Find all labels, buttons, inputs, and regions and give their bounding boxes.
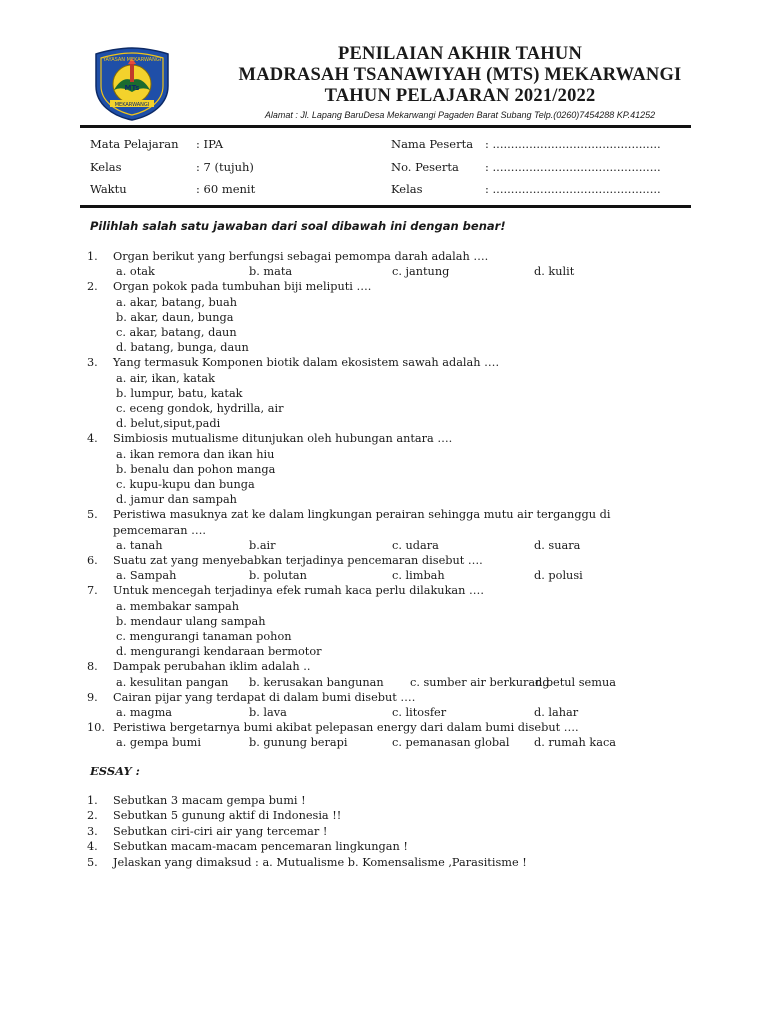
answer-option: b. polutan bbox=[249, 569, 307, 583]
essay-number: 2. bbox=[87, 809, 98, 823]
question-text-line bbox=[87, 720, 707, 735]
info-value: : .............................................. bbox=[485, 182, 661, 196]
answer-option: d. rumah kaca bbox=[534, 736, 617, 750]
question-item bbox=[87, 249, 707, 279]
question-text: Untuk mencegah terjadinya efek rumah kaca perlu dilakukan …. bbox=[113, 584, 484, 598]
info-value: : 7 (tujuh) bbox=[196, 159, 254, 174]
answer-option: c. sumber air berkurang bbox=[410, 675, 550, 689]
logo-motto: MTs bbox=[124, 84, 140, 92]
info-label: Kelas bbox=[391, 182, 423, 196]
answer-option: c. jantung bbox=[392, 265, 450, 279]
answer-options bbox=[87, 675, 707, 690]
answer-options bbox=[87, 568, 707, 583]
question-text-line bbox=[87, 355, 707, 370]
answer-options bbox=[87, 295, 707, 356]
header-title-1: PENILAIAN AKHIR TAHUN bbox=[337, 44, 583, 64]
answer-option: d. lahar bbox=[534, 706, 579, 720]
question-item bbox=[87, 507, 707, 553]
answer-option: d. suara bbox=[534, 538, 581, 552]
info-label: No. Peserta bbox=[391, 159, 459, 174]
answer-option: a. tanah bbox=[116, 538, 163, 552]
answer-option: a. otak bbox=[116, 265, 155, 279]
answer-option: a. gempa bumi bbox=[116, 736, 201, 750]
answer-options bbox=[87, 447, 707, 508]
answer-option: c. mengurangi tanaman pohon bbox=[116, 630, 292, 644]
logo-banner: MEKARWANGI bbox=[114, 102, 150, 108]
answer-option: a. ikan remora dan ikan hiu bbox=[116, 447, 275, 461]
answer-option: a. air, ikan, katak bbox=[116, 371, 215, 385]
question-text-line bbox=[87, 279, 707, 294]
answer-option: b. gunung berapi bbox=[249, 736, 348, 750]
essay-text: Sebutkan ciri-ciri air yang tercemar ! bbox=[113, 824, 328, 838]
question-list bbox=[87, 249, 707, 751]
question-text: Simbiosis mutualisme ditunjukan oleh hubungan antara …. bbox=[113, 432, 453, 446]
answer-option: a. Sampah bbox=[116, 569, 177, 583]
essay-item bbox=[87, 839, 527, 854]
essay-item bbox=[87, 824, 527, 839]
answer-option: c. pemanasan global bbox=[392, 736, 510, 750]
info-rule bbox=[80, 205, 691, 208]
answer-option: b.air bbox=[249, 538, 276, 552]
question-item bbox=[87, 355, 707, 431]
question-text: Organ berikut yang berfungsi sebagai pemompa darah adalah …. bbox=[113, 250, 489, 263]
essay-title: ESSAY : bbox=[90, 764, 140, 778]
answer-option: d.betul semua bbox=[535, 675, 616, 689]
question-number: 2. bbox=[87, 280, 98, 294]
question-number: 10. bbox=[87, 721, 105, 735]
info-label: Waktu bbox=[90, 182, 127, 196]
question-text-line bbox=[87, 249, 707, 264]
answer-option: c. eceng gondok, hydrilla, air bbox=[116, 402, 284, 416]
answer-option: d. belut,siput,padi bbox=[116, 417, 221, 431]
essay-text: Sebutkan 5 gunung aktif di Indonesia !! bbox=[113, 809, 342, 823]
answer-option: b. lava bbox=[249, 706, 287, 720]
essay-text: Sebutkan macam-macam pencemaran lingkungan ! bbox=[113, 840, 408, 854]
answer-option: c. litosfer bbox=[392, 706, 447, 720]
header-title-3: TAHUN PELAJARAN 2021/2022 bbox=[324, 86, 596, 106]
question-text: Dampak perubahan iklim adalah .. bbox=[113, 660, 311, 674]
answer-option: a. magma bbox=[116, 706, 173, 720]
answer-option: c. akar, batang, daun bbox=[116, 326, 237, 339]
info-value: : .............................................. bbox=[485, 159, 661, 174]
question-number: 3. bbox=[87, 356, 98, 370]
question-number: 8. bbox=[87, 660, 98, 674]
header-address: Alamat : Jl. Lapang BaruDesa Mekarwangi Pagaden Barat Subang Telp.(0260)7454288 KP.41252 bbox=[264, 110, 656, 120]
answer-options bbox=[87, 371, 707, 432]
answer-option: b. lumpur, batu, katak bbox=[116, 386, 243, 400]
question-number: 4. bbox=[87, 432, 98, 446]
answer-option: d. polusi bbox=[534, 569, 583, 583]
info-value: : .............................................. bbox=[485, 137, 661, 151]
answer-option: d. batang, bunga, daun bbox=[116, 341, 249, 355]
answer-options bbox=[87, 599, 707, 660]
answer-options bbox=[87, 705, 707, 720]
essay-item bbox=[87, 793, 527, 808]
answer-options bbox=[87, 264, 707, 279]
answer-option: c. udara bbox=[392, 538, 439, 552]
question-text-line bbox=[87, 583, 707, 598]
answer-option: c. kupu-kupu dan bunga bbox=[116, 478, 255, 492]
school-logo bbox=[92, 46, 172, 122]
question-text-line bbox=[87, 507, 707, 522]
answer-option: a. kesulitan pangan bbox=[116, 675, 229, 689]
answer-option: c. limbah bbox=[392, 569, 445, 583]
question-item bbox=[87, 659, 707, 689]
info-value: : 60 menit bbox=[196, 182, 256, 196]
answer-option: a. akar, batang, buah bbox=[116, 295, 238, 309]
question-text: Peristiwa masuknya zat ke dalam lingkungan perairan sehingga mutu air terganggu di bbox=[113, 508, 611, 522]
question-number: 9. bbox=[87, 690, 98, 704]
essay-item bbox=[87, 808, 527, 823]
question-number: 7. bbox=[87, 584, 98, 598]
answer-option: b. mata bbox=[249, 265, 293, 279]
info-value: : IPA bbox=[196, 137, 224, 151]
question-text-line bbox=[87, 690, 707, 705]
answer-option: d. jamur dan sampah bbox=[116, 493, 237, 507]
answer-option: a. membakar sampah bbox=[116, 599, 240, 613]
info-label: Nama Peserta bbox=[391, 137, 474, 151]
essay-item bbox=[87, 855, 527, 870]
question-number: 6. bbox=[87, 554, 98, 568]
info-label: Mata Pelajaran bbox=[90, 137, 179, 151]
essay-text: Sebutkan 3 macam gempa bumi ! bbox=[113, 794, 306, 807]
answer-option: b. mendaur ulang sampah bbox=[116, 614, 266, 628]
question-text: Cairan pijar yang terdapat di dalam bumi disebut …. bbox=[113, 690, 416, 704]
question-text: Peristiwa bergetarnya bumi akibat pelepasan energy dari dalam bumi disebut …. bbox=[113, 721, 579, 735]
question-text-continued: pemcemaran …. bbox=[113, 523, 206, 537]
answer-option: b. akar, daun, bunga bbox=[116, 310, 234, 324]
question-text: Yang termasuk Komponen biotik dalam ekosistem sawah adalah …. bbox=[113, 356, 500, 370]
document-header bbox=[180, 44, 740, 120]
question-number: 5. bbox=[87, 508, 98, 522]
essay-number: 4. bbox=[87, 840, 98, 854]
question-text-line bbox=[87, 553, 707, 568]
answer-options bbox=[87, 538, 707, 553]
essay-number: 3. bbox=[87, 824, 98, 838]
header-rule bbox=[80, 125, 691, 128]
question-text-line bbox=[87, 659, 707, 674]
question-text: Organ pokok pada tumbuhan biji meliputi …. bbox=[113, 280, 372, 294]
question-item bbox=[87, 279, 707, 355]
answer-options bbox=[87, 735, 707, 750]
question-number: 1. bbox=[87, 250, 98, 263]
instruction: Pilihlah salah satu jawaban dari soal dibawah ini dengan benar! bbox=[90, 219, 506, 233]
answer-option: d. mengurangi kendaraan bermotor bbox=[116, 645, 322, 659]
essay-text: Jelaskan yang dimaksud : a. Mutualisme b. Komensalisme ,Parasitisme ! bbox=[113, 855, 527, 869]
essay-list bbox=[87, 793, 527, 870]
info-label: Kelas bbox=[90, 159, 122, 174]
question-item bbox=[87, 553, 707, 583]
answer-option: b. kerusakan bangunan bbox=[249, 675, 384, 689]
essay-number: 1. bbox=[87, 794, 98, 807]
question-item bbox=[87, 690, 707, 720]
answer-option: b. benalu dan pohon manga bbox=[116, 462, 276, 476]
logo-arc-text: YAYASAN MEKARWANGI bbox=[102, 57, 162, 63]
question-text: Suatu zat yang menyebabkan terjadinya pencemaran disebut …. bbox=[113, 554, 483, 568]
essay-number: 5. bbox=[87, 855, 98, 869]
question-text-line bbox=[87, 431, 707, 446]
question-item bbox=[87, 583, 707, 659]
answer-option: d. kulit bbox=[534, 265, 575, 279]
question-item bbox=[87, 431, 707, 507]
header-title-2: MADRASAH TSANAWIYAH (MTS) MEKARWANGI bbox=[238, 65, 682, 85]
question-item bbox=[87, 720, 707, 750]
